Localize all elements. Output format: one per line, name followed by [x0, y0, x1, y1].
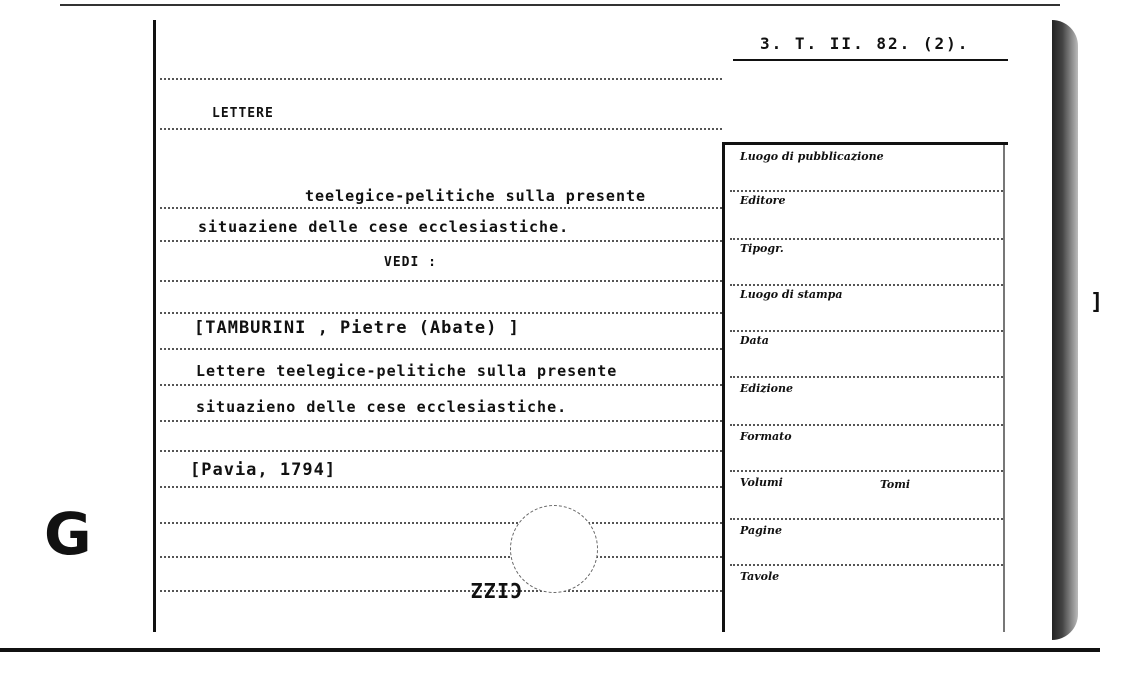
ruled-line	[160, 450, 722, 452]
right-box-top	[724, 142, 1008, 145]
author-entry: [TAMBURINI , Pietre (Abate) ]	[194, 318, 520, 338]
top-border	[60, 4, 1060, 6]
ruled-line	[730, 190, 1003, 192]
ruled-line	[730, 284, 1003, 286]
label-formato: Formato	[740, 430, 792, 443]
label-editore: Editore	[740, 194, 786, 207]
imprint: [Pavia, 1794]	[190, 460, 337, 480]
ruled-line	[160, 207, 722, 209]
bottom-border	[0, 648, 1100, 652]
ruled-line	[160, 280, 722, 282]
label-pagine: Pagine	[740, 524, 782, 537]
label-luogo-stampa: Luogo di stampa	[740, 288, 843, 301]
ruled-line	[730, 330, 1003, 332]
ruled-line	[730, 564, 1003, 566]
label-tipografo: Tipogr.	[740, 242, 784, 255]
ruled-line	[160, 312, 722, 314]
body-line: teelegice-pelitiche sulla presente	[305, 187, 647, 205]
ruled-line	[160, 486, 722, 488]
label-volumi: Volumi	[740, 476, 783, 489]
ruled-line	[160, 590, 722, 592]
ruled-line	[160, 128, 722, 130]
body-line: Lettere teelegice-pelitiche sulla presente	[196, 362, 618, 380]
shelfmark: 3. T. II. 82. (2).	[760, 34, 970, 53]
inverted-stamp: CIZZ	[470, 578, 523, 602]
ruled-line	[730, 238, 1003, 240]
ruled-line	[160, 384, 722, 386]
see-reference: VEDI :	[384, 255, 437, 270]
body-line: situazieno delle cese ecclesiastiche.	[196, 398, 568, 416]
ruled-line	[730, 424, 1003, 426]
corner-letter: G	[44, 500, 92, 568]
ruled-line	[730, 470, 1003, 472]
right-column-rule	[1003, 142, 1005, 632]
ruled-line	[730, 518, 1003, 520]
card-edge-shadow	[1052, 20, 1078, 640]
label-edizione: Edizione	[740, 382, 794, 395]
ruled-line	[160, 78, 722, 80]
label-data: Data	[740, 334, 769, 347]
label-luogo-pubblicazione: Luogo di pubblicazione	[740, 150, 884, 163]
label-tomi: Tomi	[880, 478, 911, 491]
punch-hole	[510, 505, 598, 593]
margin-bracket: ]	[1090, 290, 1104, 315]
ruled-line	[160, 420, 722, 422]
ruled-line	[160, 240, 722, 242]
ruled-line	[160, 348, 722, 350]
shelfmark-underline	[733, 59, 1008, 61]
body-line: situaziene delle cese ecclesiastiche.	[198, 218, 570, 236]
label-tavole: Tavole	[740, 570, 780, 583]
column-divider	[722, 142, 725, 632]
ruled-line	[160, 522, 722, 524]
heading: LETTERE	[212, 106, 274, 121]
ruled-line	[160, 556, 722, 558]
ruled-line	[730, 376, 1003, 378]
left-margin-rule	[153, 20, 156, 632]
